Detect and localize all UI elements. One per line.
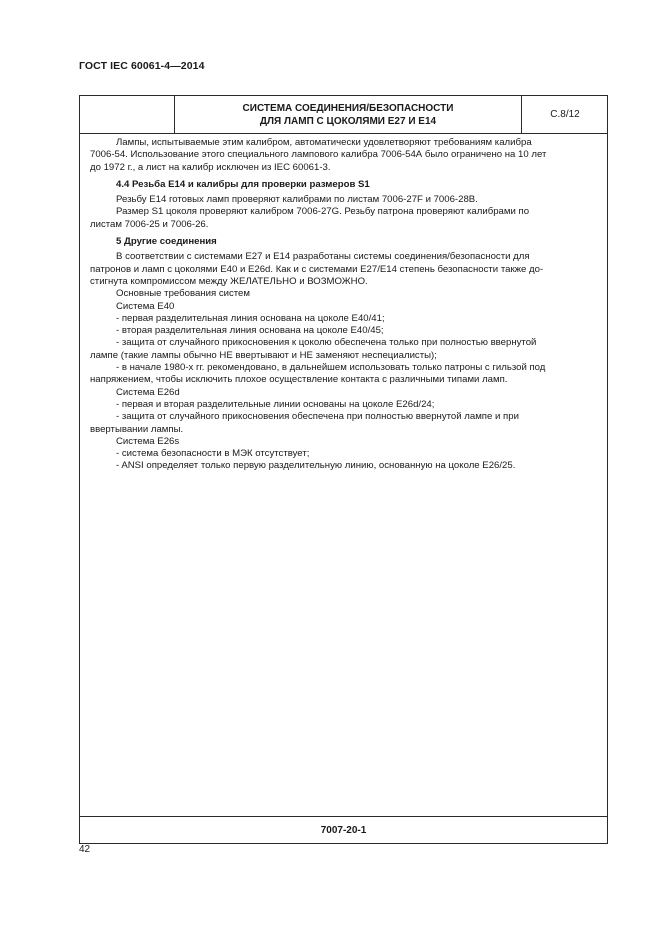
intro-line-1: Лампы, испытываемые этим калибром, автоматически удовлетворяют требованиям калибра — [116, 137, 532, 148]
sheet-frame — [79, 95, 608, 844]
system-e40-label: Система Е40 — [116, 300, 175, 312]
requirements-label: Основные требования систем — [116, 288, 250, 300]
system-e26d-label: Система Е26d — [116, 386, 180, 398]
e26s-item-2: - ANSI определяет только первую разделительную линию, основанную на цоколе Е26/25. — [116, 460, 516, 472]
e40-item-3-line-2: лампе (такие лампы обычно НЕ ввертывают и НЕ заменяют неспециалисты); — [90, 349, 437, 361]
e40-item-3-line-1: - защита от случайного прикосновения к цоколю обеспечена только при полностью ввернутой — [116, 337, 537, 349]
e26d-item-2-line-2: ввертывании лампы. — [90, 423, 184, 435]
section-4-4-line-2: Размер S1 цоколя проверяют калибром 7006-27G. Резьбу патрона проверяют калибрами по — [116, 206, 530, 218]
e26d-item-1: - первая и вторая разделительные линии основаны на цоколе Е26d/24; — [116, 398, 435, 410]
standard-id: ГОСТ IEC 60061-4—2014 — [79, 60, 205, 72]
sheet-title — [175, 96, 522, 133]
section-5-para-line-2: патронов и ламп с цоколями Е40 и Е26d. Как и с системами Е27/Е14 степень безопасности также до- — [90, 263, 544, 275]
title-block-empty-cell — [80, 96, 175, 133]
system-e26s-label: Система Е26s — [116, 435, 180, 447]
sheet-title-line-2: ДЛЯ ЛАМП С ЦОКОЛЯМИ E27 И E14 — [259, 115, 437, 127]
section-4-4-line-1: Резьбу Е14 готовых ламп проверяют калибрами по листам 7006-27F и 7006-28В. — [116, 194, 478, 206]
e40-item-4-line-2: напряжением, чтобы исключить плохое осуществление контакта с различными типами ламп. — [90, 374, 508, 386]
sheet-footer — [80, 816, 607, 843]
section-5-para-line-3: стигнута компромиссом между ЖЕЛАТЕЛЬНО и ВОЗМОЖНО. — [90, 275, 368, 287]
sheet-content — [90, 137, 597, 473]
section-5-para-line-1: В соответствии с системами Е27 и Е14 разработаны системы соединения/безопасности для — [116, 251, 530, 263]
sheet-reference: С.8/12 — [550, 109, 580, 120]
sheet-code: 7007-20-1 — [320, 824, 367, 836]
intro-line-3: до 1972 г., а лист на калибр исключен из IEC 60061-3. — [90, 161, 331, 173]
intro-line-2: 7006-54. Использование этого специального лампового калибра 7006-54А было ограничено на 10 лет — [90, 149, 547, 161]
section-4-4-heading: 4.4 Резьба Е14 и калибры для проверки размеров S1 — [116, 178, 370, 190]
page-number: 42 — [79, 844, 91, 855]
e40-item-4-line-1: - в начале 1980-х гг. рекомендовано, в дальнейшем использовать только патроны с гильзой под — [116, 362, 546, 374]
section-4-4-line-3: листам 7006-25 и 7006-26. — [90, 218, 209, 230]
title-block — [80, 96, 607, 134]
e40-item-1: - первая разделительная линия основана на цоколе Е40/41; — [116, 312, 385, 324]
e26s-item-1: - система безопасности в МЭК отсутствует; — [116, 448, 310, 460]
sheet-title-line-1: СИСТЕМА СОЕДИНЕНИЯ/БЕЗОПАСНОСТИ — [242, 102, 454, 114]
e40-item-2: - вторая разделительная линия основана на цоколе Е40/45; — [116, 325, 384, 337]
e26d-item-2-line-1: - защита от случайного прикосновения обеспечена при полностью ввернутой лампе и при — [116, 411, 519, 423]
section-5-heading: 5 Другие соединения — [116, 236, 217, 248]
